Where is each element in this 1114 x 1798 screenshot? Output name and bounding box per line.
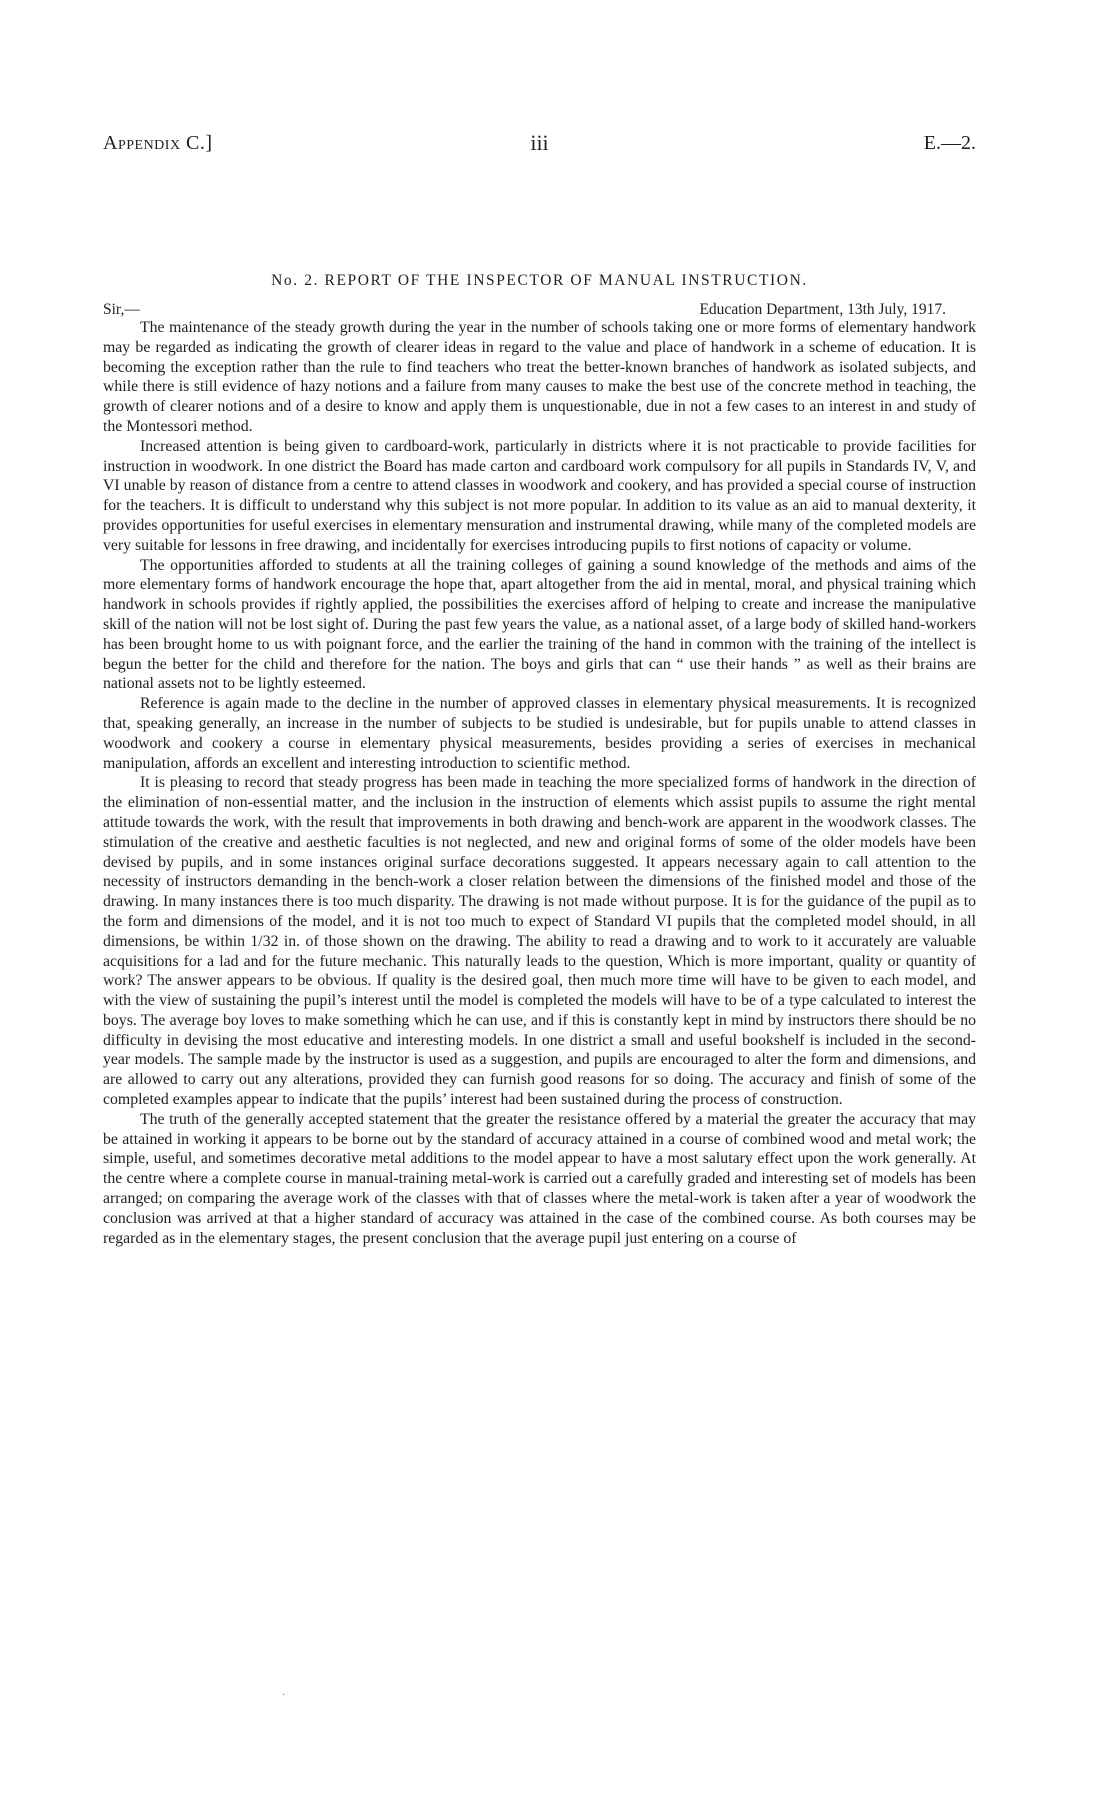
stray-print-mark: ·	[282, 1690, 286, 1701]
appendix-label: Appendix C.]	[103, 132, 213, 154]
dateline: Education Department, 13th July, 1917.	[699, 301, 946, 318]
paragraph-growth-of-handwork: The maintenance of the steady growth during the year in the number of schools taking one or more forms of elementary handwork may be regarded as indicating the growth of clearer ideas in regard to the value and place of handwork in a scheme of education. It is becoming the exception rather than the rule to find teachers who treat the better-known branches of handwork as isolated subjects, and while there is still evidence of hazy notions and a failure from many causes to make the best use of the concrete method in teaching, the growth of clearer notions and of a desire to know and apply them is unquestionable, due in not a few cases to an interest in and study of the Montessori method.	[103, 319, 976, 435]
paragraph-woodwork-progress: It is pleasing to record that steady progress has been made in teaching the more specialized forms of handwork in the direction of the elimination of non-essential matter, and the inclusion in the instruction of elements which assist pupils to assume the right mental attitude towards the work, with the result that improvements in both drawing and bench-work are apparent in the woodwork classes. The stimulation of the creative and aesthetic faculties is not neglected, and new and original forms of some of the older models have been devised by pupils, and in some instances original surface decorations suggested. It appears necessary again to call attention to the necessity of instructors demanding in the bench-work a closer relation between the dimensions of the finished model and those of the drawing. In many instances there is too much disparity. The drawing is not made without purpose. It is for the guidance of the pupil as to the form and dimensions of the model, and it is not too much to expect of Standard VI pupils that the completed model should, in all dimensions, be within 1/32 in. of those shown on the drawing. The ability to read a drawing and to work to it accurately are valuable acquisitions for a lad and for the future mechanic. This naturally leads to the question, Which is more important, quality or quantity of work? The answer appears to be obvious. If quality is the desired goal, then much more time will have to be given to each model, and with the view of sustaining the pupil’s interest until the model is completed the models will have to be of a type calculated to interest the boys. The average boy loves to make something which he can use, and if this is constantly kept in mind by instructors there should be no difficulty in devising the most educative and interesting models. In one district a small and useful bookshelf is included in the second-year models. The sample made by the instructor is used as a suggestion, and pupils are encouraged to alter the form and dimensions, and are allowed to carry out any alterations, provided they can furnish good reasons for so doing. The accuracy and finish of some of the completed examples appear to indicate that the pupils’ interest had been sustained during the process of construction.	[103, 774, 976, 1109]
page-number: iii	[530, 130, 549, 155]
paragraph-cardboard-work: Increased attention is being given to cardboard-work, particularly in districts where it is not practicable to provide facilities for instruction in woodwork. In one district the Board has made carton and cardboard work compulsory for all pupils in Standards IV, V, and VI unable by reason of distance from a centre to attend classes in woodwork and cookery, and has provided a special course of instruction for the teachers. It is difficult to understand why this subject is not more popular. In addition to its value as an aid to manual dexterity, it provides opportunities for useful exercises in elementary mensuration and instrumental drawing, while many of the completed models are very suitable for lessons in free drawing, and incidentally for exercises introducing pupils to first notions of capacity or volume.	[103, 437, 976, 554]
paragraph-physical-measurements: Reference is again made to the decline in the number of approved classes in elementary physical measurements. It is recognized that, speaking generally, an increase in the number of subjects to be studied is undesirable, but for pupils unable to attend classes in woodwork and cookery a course in elementary physical measurements, besides providing a series of exercises in mechanical manipulation, affords an excellent and interesting introduction to scientific method.	[103, 695, 976, 772]
paragraph-metal-work: The truth of the generally accepted statement that the greater the resistance offered by a material the greater the accuracy that may be attained in working it appears to be borne out by the standard of accuracy attained in a course of combined wood and metal work; the simple, useful, and sometimes decorative metal additions to the model appear to have a most salutary effect upon the work generally. At the centre where a complete course in manual-training metal-work is carried out a carefully graded and interesting set of models has been arranged; on comparing the average work of the classes with that of classes where the metal-work is taken after a year of woodwork the conclusion was arrived at that a higher standard of accuracy was attained in the case of the combined course. As both courses may be regarded as in the elementary stages, the present conclusion that the average pupil just entering on a course of	[103, 1110, 976, 1247]
paragraph-training-colleges: The opportunities afforded to students at all the training colleges of gaining a sound knowledge of the methods and aims of the more elementary forms of handwork encourage the hope that, apart altogether from the aid in mental, moral, and physical training which handwork in schools provides if rightly applied, the possibilities the exercises afford of helping to create and increase the manipulative skill of the nation will not be lost sight of. During the past few years the value, as a national asset, of a large body of skilled hand-workers has been brought home to us with poignant force, and the earlier the training of the hand in common with the training of the intellect is begun the better for the child and therefore for the nation. The boys and girls that can “ use their hands ” as well as their brains are national assets not to be lightly esteemed.	[103, 556, 976, 693]
running-header	[103, 126, 976, 160]
report-title: No. 2. REPORT OF THE INSPECTOR OF MANUAL INSTRUCTION.	[271, 272, 808, 289]
report-body	[103, 318, 976, 1248]
salutation: Sir,—	[103, 301, 140, 318]
document-reference: E.—2.	[923, 132, 976, 154]
